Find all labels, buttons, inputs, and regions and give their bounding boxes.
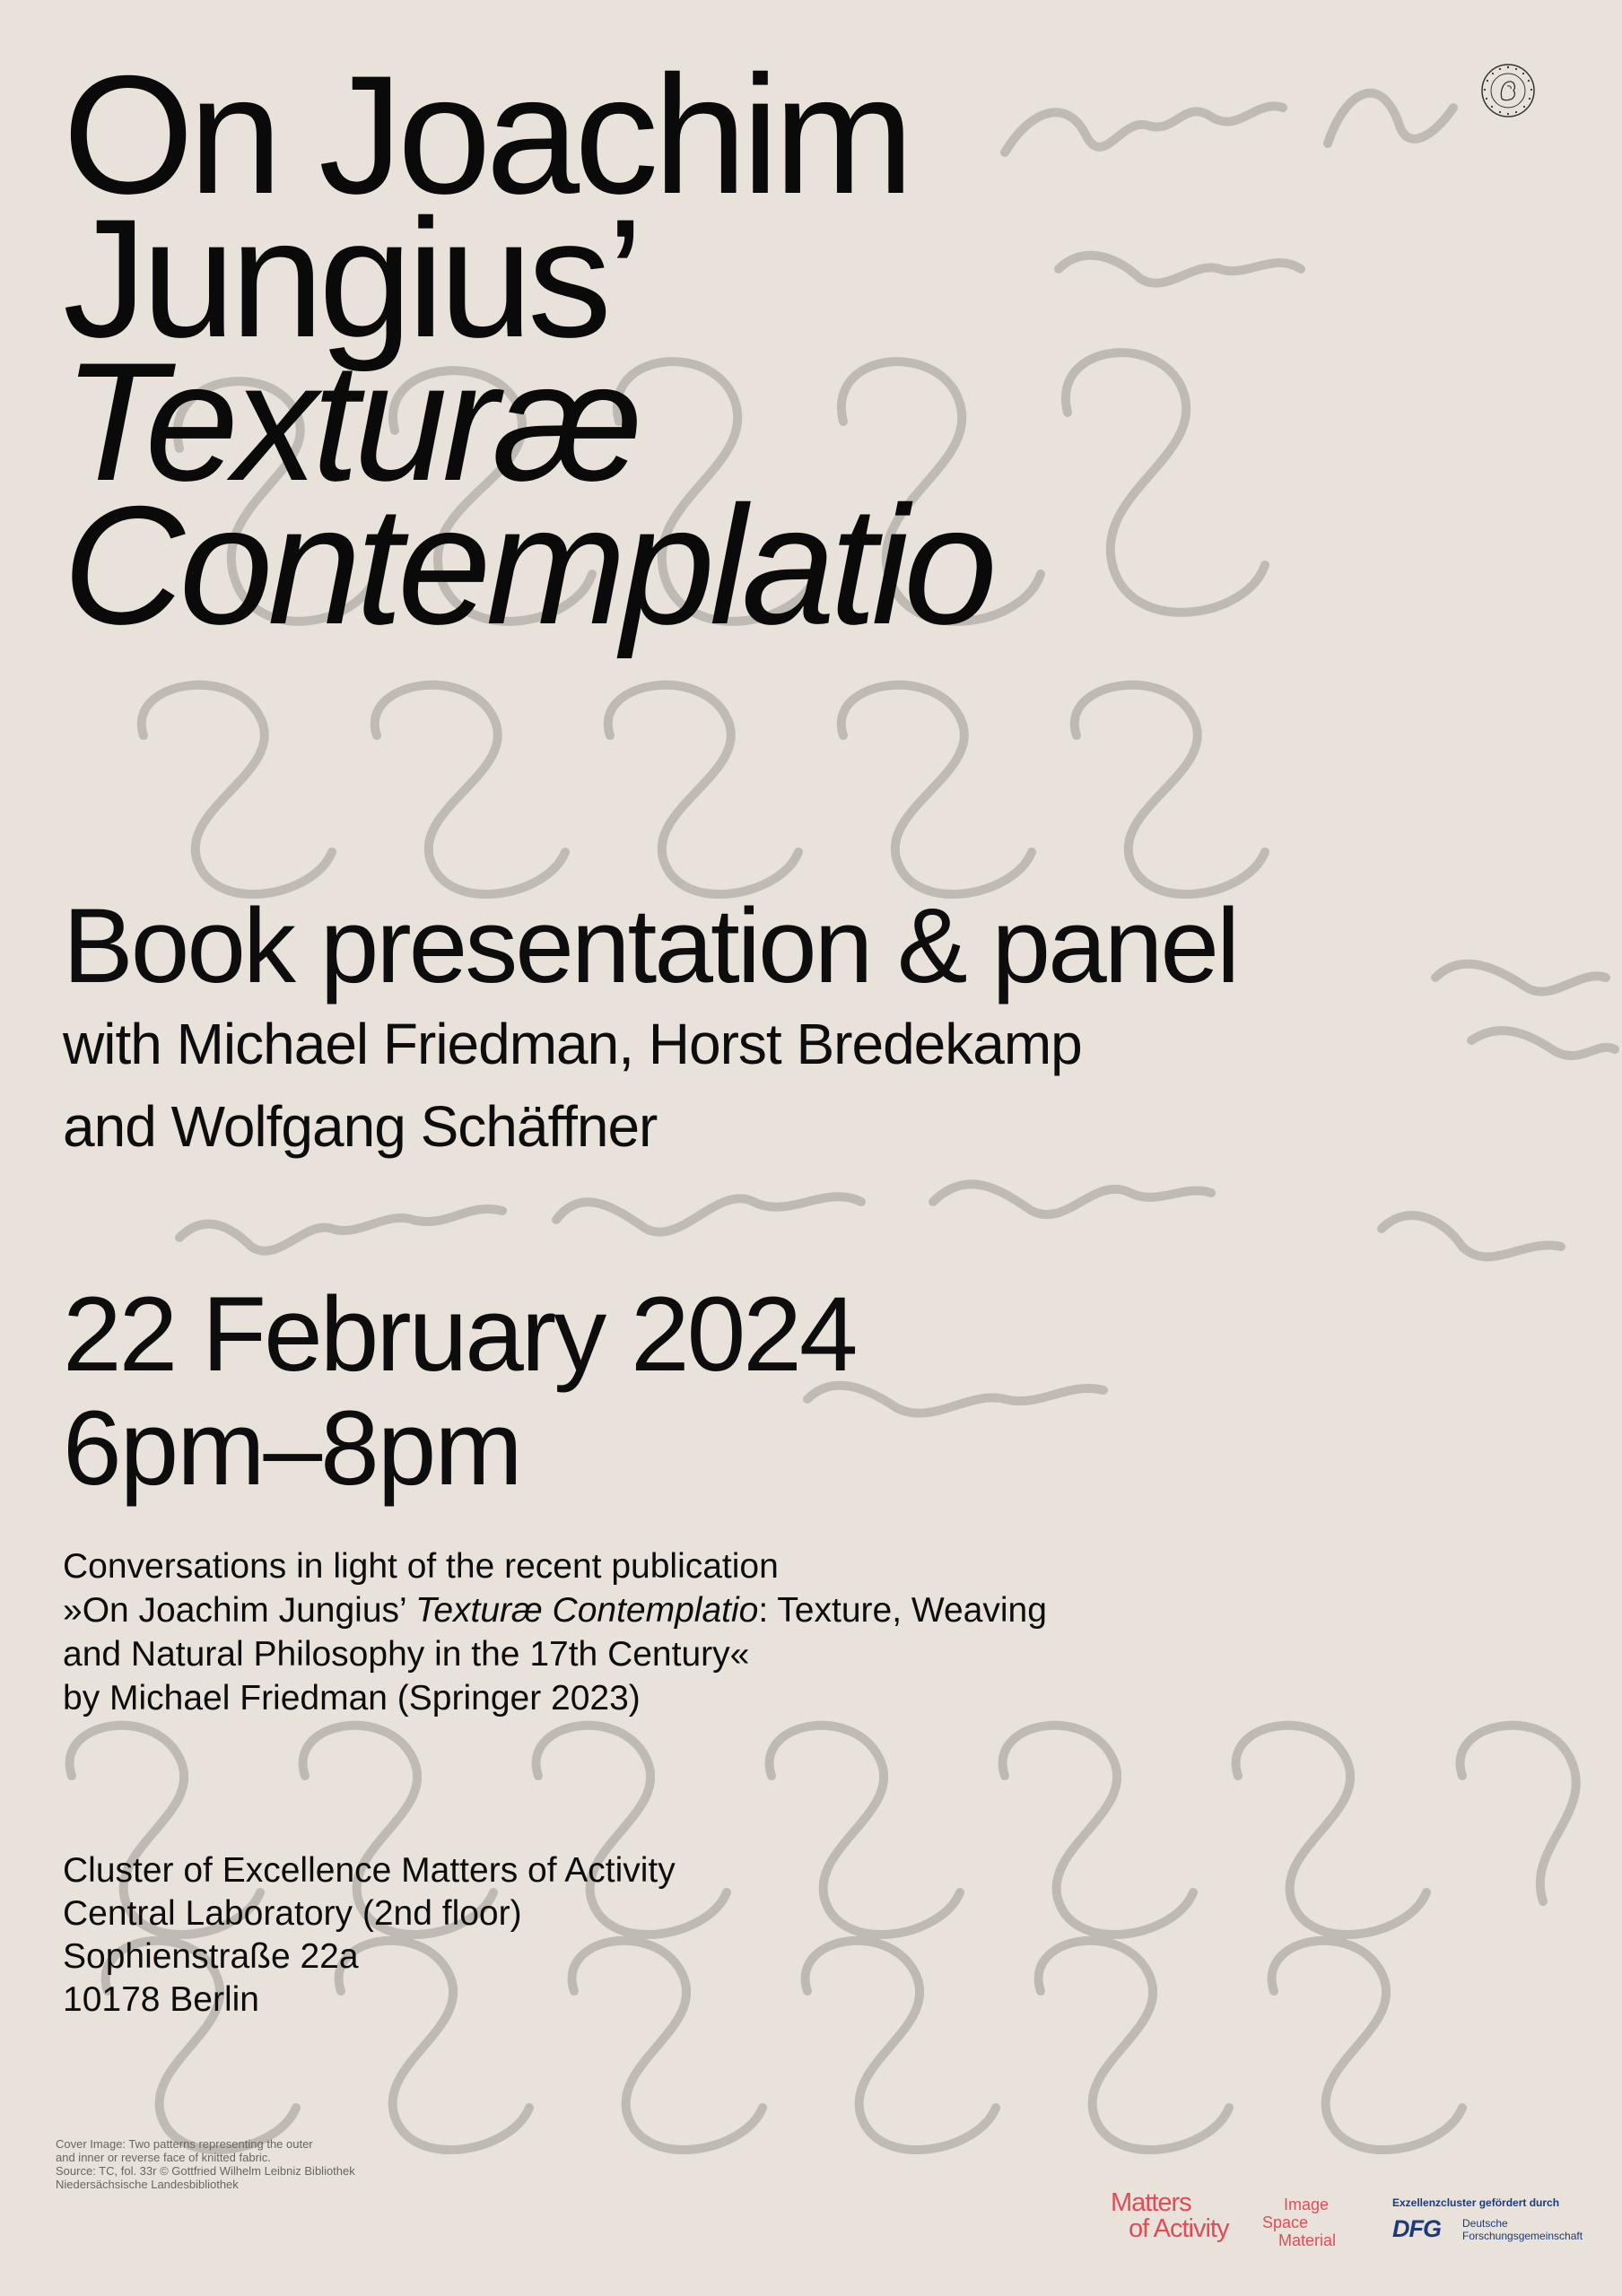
image-space-material-logo	[1262, 2196, 1336, 2249]
moa-logo-line-1: Matters	[1111, 2188, 1191, 2217]
description-line-2-post: : Texture, Weaving	[758, 1591, 1047, 1630]
description-line-3: and Natural Philosophy in the 17th Century«	[63, 1635, 750, 1674]
speakers-line-1: with Michael Friedman, Horst Bredekamp	[63, 1012, 1082, 1076]
matters-of-activity-logo	[1111, 2190, 1229, 2242]
event-date: 22 February 2024	[63, 1275, 856, 1394]
credit-line-2: and inner or reverse face of knitted fabric.	[56, 2151, 271, 2164]
title-line-4-italic: Contemplatio	[63, 471, 992, 659]
venue-line-2: Central Laboratory (2nd floor)	[63, 1894, 522, 1933]
description-book-title-italic: Texturæ Contemplatio	[415, 1591, 759, 1630]
event-description	[63, 1544, 1047, 1720]
speakers-line-2: and Wolfgang Schäffner	[63, 1094, 658, 1159]
humboldt-university-seal-logo	[1480, 63, 1536, 118]
description-line-1: Conversations in light of the recent publication	[63, 1547, 779, 1586]
description-line-4: by Michael Friedman (Springer 2023)	[63, 1679, 641, 1718]
title-line-2: Jungius’	[63, 184, 639, 372]
dfg-name-line-1: Deutsche	[1462, 2217, 1508, 2230]
description-line-2-pre: »On Joachim Jungius’	[63, 1591, 416, 1630]
dfg-name-line-2: Forschungsgemeinschaft	[1462, 2230, 1583, 2242]
credit-line-1: Cover Image: Two patterns representing the outer	[56, 2137, 313, 2151]
event-title	[63, 40, 992, 659]
description-line-2	[63, 1588, 1047, 1632]
venue-address	[63, 1849, 676, 2022]
venue-line-4: 10178 Berlin	[63, 1980, 259, 2019]
venue-line-3: Sophienstraße 22a	[63, 1937, 359, 1976]
event-time: 6pm–8pm	[63, 1389, 521, 1508]
image-credit	[56, 2137, 355, 2191]
moa-logo-line-2: of Activity	[1129, 2214, 1229, 2243]
credit-line-4: Niedersächsische Landesbibliothek	[56, 2178, 239, 2191]
ism-logo-line-2: Space	[1262, 2213, 1309, 2231]
speakers	[63, 1003, 1082, 1168]
title-line-1: On Joachim	[63, 40, 910, 229]
venue-line-1: Cluster of Excellence Matters of Activity	[63, 1851, 676, 1890]
title-line-3-italic: Texturæ	[63, 327, 638, 516]
dfg-logo-name	[1462, 2217, 1583, 2242]
ism-logo-line-3: Material	[1278, 2231, 1337, 2249]
dfg-funding-caption: Exzellenzcluster gefördert durch	[1392, 2196, 1560, 2209]
ism-logo-line-1: Image	[1284, 2196, 1330, 2213]
event-subtitle: Book presentation & panel	[63, 887, 1238, 1005]
dfg-logo-mark: DFG	[1392, 2215, 1441, 2242]
credit-line-3: Source: TC, fol. 33r © Gottfried Wilhelm Leibniz Bibliothek	[56, 2164, 355, 2178]
